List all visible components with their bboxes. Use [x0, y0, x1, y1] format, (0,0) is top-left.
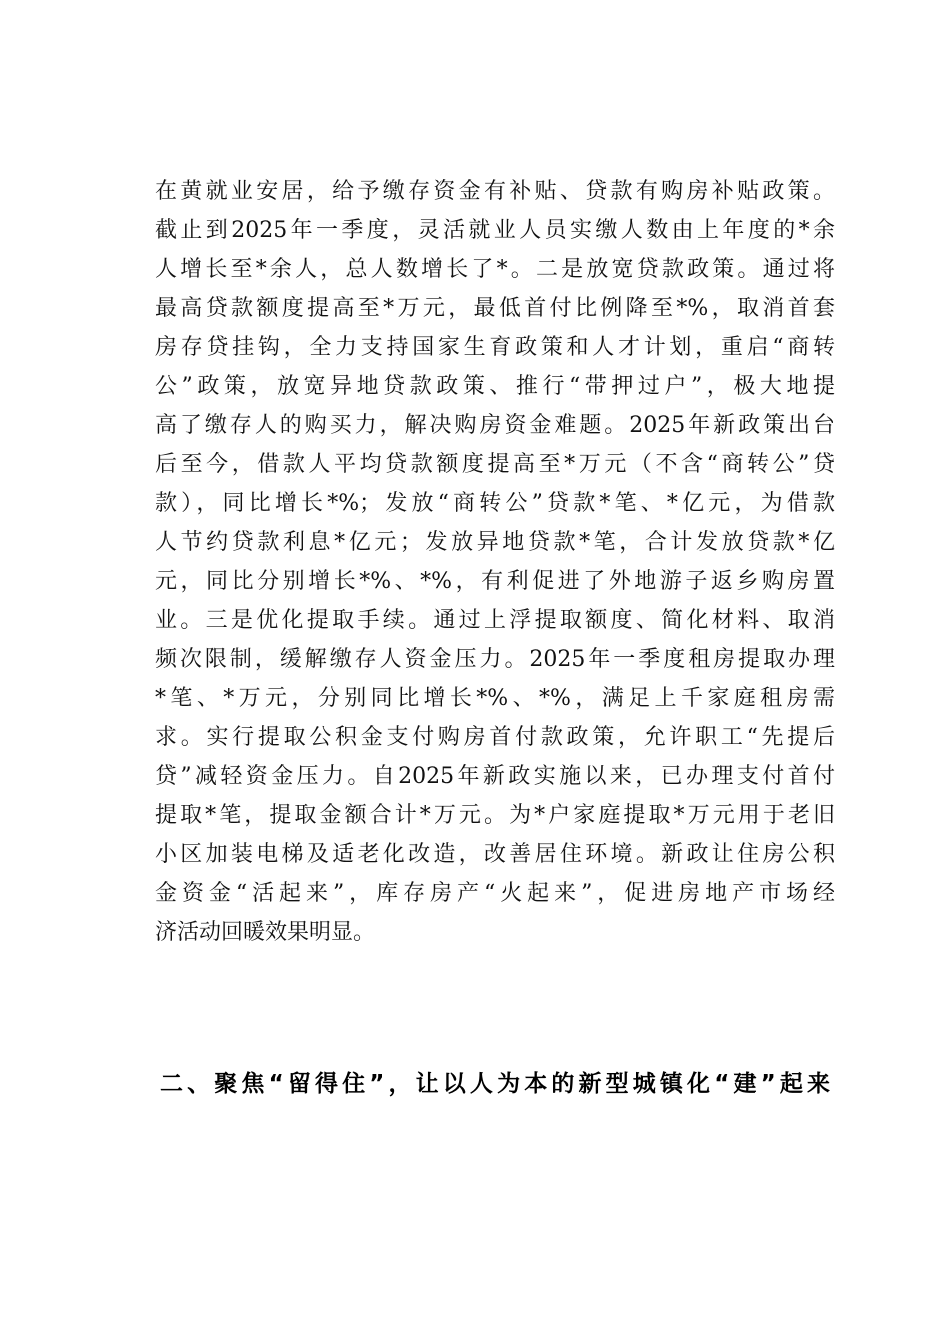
- paragraph-line: 高了缴存人的购买力，解决购房资金难题。2025年新政策出台: [155, 413, 835, 438]
- paragraph-line: 最高贷款额度提高至*万元，最低首付比例降至*%，取消首套: [155, 296, 835, 321]
- paragraph-line: 款），同比增长*%；发放“商转公”贷款*笔、*亿元，为借款: [155, 491, 835, 516]
- paragraph-line: *笔、*万元，分别同比增长*%、*%，满足上千家庭租房需: [155, 686, 835, 711]
- paragraph-line: 在黄就业安居，给予缴存资金有补贴、贷款有购房补贴政策。: [155, 179, 835, 204]
- paragraph-line: 房存贷挂钩，全力支持国家生育政策和人才计划，重启“商转: [155, 335, 835, 360]
- section-heading: 二、聚焦“留得住”，让以人为本的新型城镇化“建”起来: [160, 1071, 830, 1097]
- paragraph-line: 小区加装电梯及适老化改造，改善居住环境。新政让住房公积: [155, 842, 835, 867]
- paragraph-line: 贷”减轻资金压力。自2025年新政实施以来，已办理支付首付: [155, 764, 835, 789]
- paragraph-line: 截止到2025年一季度，灵活就业人员实缴人数由上年度的*余: [155, 218, 835, 243]
- paragraph-line: 提取*笔，提取金额合计*万元。为*户家庭提取*万元用于老旧: [155, 803, 835, 828]
- paragraph-line: 频次限制，缓解缴存人资金压力。2025年一季度租房提取办理: [155, 647, 835, 672]
- paragraph-line: 人增长至*余人，总人数增长了*。二是放宽贷款政策。通过将: [155, 257, 835, 282]
- paragraph-line: 后至今，借款人平均贷款额度提高至*万元（不含“商转公”贷: [155, 452, 835, 477]
- paragraph-line: 人节约贷款利息*亿元；发放异地贷款*笔，合计发放贷款*亿: [155, 530, 835, 555]
- paragraph-line: 金资金“活起来”，库存房产“火起来”，促进房地产市场经: [155, 881, 835, 906]
- paragraph-line: 公”政策，放宽异地贷款政策、推行“带押过户”，极大地提: [155, 374, 835, 399]
- paragraph-line: 济活动回暖效果明显。: [155, 920, 376, 945]
- paragraph-line: 业。三是优化提取手续。通过上浮提取额度、简化材料、取消: [155, 608, 835, 633]
- paragraph-line: 元，同比分别增长*%、*%，有利促进了外地游子返乡购房置: [155, 569, 835, 594]
- body-paragraph: [155, 172, 835, 952]
- paragraph-line: 求。实行提取公积金支付购房首付款政策，允许职工“先提后: [155, 725, 835, 750]
